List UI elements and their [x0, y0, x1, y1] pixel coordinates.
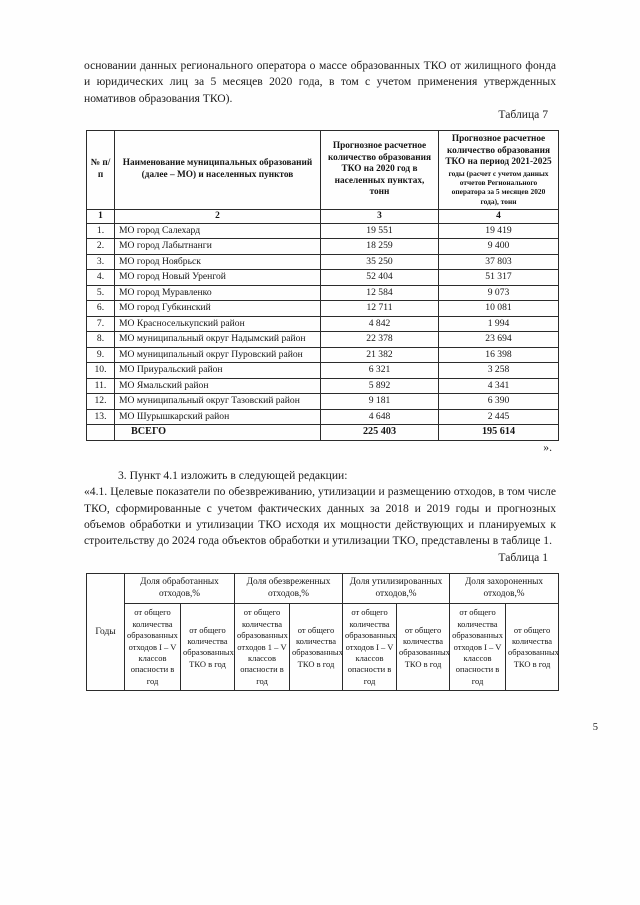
row-number: 10.	[87, 363, 115, 379]
total-number	[87, 425, 115, 441]
row-value-2021-2025: 6 390	[439, 394, 559, 410]
closing-quote-mark: ».	[543, 440, 552, 454]
row-name: МО муниципальный округ Надымский район	[115, 332, 321, 348]
table7-header-2020: Прогнозное расчетное количество образования ТКО на 2020 год в населенных пунктах, тонн	[321, 131, 439, 210]
table1-group-processed: Доля обработанных отходов,%	[125, 573, 235, 604]
table7-header-name: Наименование муниципальных образований (далее – МО) и населенных пунктов	[115, 131, 321, 210]
row-value-2021-2025: 37 803	[439, 254, 559, 270]
row-value-2020: 21 382	[321, 347, 439, 363]
table-row	[87, 285, 559, 301]
total-label: ВСЕГО	[115, 425, 321, 441]
row-value-2020: 6 321	[321, 363, 439, 379]
row-name: МО муниципальный округ Тазовский район	[115, 394, 321, 410]
table7-colnum-2: 2	[115, 209, 321, 223]
row-value-2021-2025: 10 081	[439, 301, 559, 317]
table-row	[87, 301, 559, 317]
row-value-2021-2025: 3 258	[439, 363, 559, 379]
table7-header-2021-2025-main: Прогнозное расчетное количество образования ТКО на период 2021-2025	[445, 134, 552, 168]
row-name: МО город Новый Уренгой	[115, 270, 321, 286]
table7-header-row	[87, 131, 559, 210]
row-name: МО муниципальный округ Пуровский район	[115, 347, 321, 363]
table1-group-buried: Доля захороненных отходов,%	[450, 573, 559, 604]
table-row	[87, 363, 559, 379]
table1-subheader-8: от общего количества образованных ТКО в год	[506, 604, 559, 691]
row-name: МО Шурышкарский район	[115, 409, 321, 425]
row-name: МО город Лабытнанги	[115, 239, 321, 255]
table-row	[87, 347, 559, 363]
row-value-2020: 4 842	[321, 316, 439, 332]
row-number: 8.	[87, 332, 115, 348]
table1-caption: Таблица 1	[498, 550, 548, 564]
row-value-2020: 12 584	[321, 285, 439, 301]
row-value-2020: 9 181	[321, 394, 439, 410]
clause-intro-paragraph: 3. Пункт 4.1 изложить в следующей редакции:	[118, 468, 348, 482]
table-row	[87, 239, 559, 255]
table7-header-num: № п/п	[87, 131, 115, 210]
table7-colnum-3: 3	[321, 209, 439, 223]
row-value-2020: 52 404	[321, 270, 439, 286]
row-value-2021-2025: 9 400	[439, 239, 559, 255]
row-number: 4.	[87, 270, 115, 286]
intro-paragraph: основании данных регионального оператора о массе образованных ТКО от жилищного фонда и юридических лиц за 5 месяцев 2020 года, в том с учетом применения утвержденных номативов образования ТКО).	[84, 59, 556, 105]
table7-header-2021-2025	[439, 131, 559, 210]
row-value-2020: 4 648	[321, 409, 439, 425]
page-content	[84, 58, 559, 691]
table7-header-2021-2025-sub: годы (расчет с учетом данных отчетов Регионального оператора за 5 месяцев 2020 года), тонн	[448, 169, 549, 206]
table-row	[87, 223, 559, 239]
row-value-2020: 35 250	[321, 254, 439, 270]
table-row	[87, 270, 559, 286]
table1-subheader-6: от общего количества образованных ТКО в год	[397, 604, 450, 691]
row-value-2021-2025: 16 398	[439, 347, 559, 363]
table1-subheader-7: от общего количества образованных отходов I – V классов опасности в год	[450, 604, 506, 691]
table7-colnum-1: 1	[87, 209, 115, 223]
table-row	[87, 378, 559, 394]
row-value-2020: 18 259	[321, 239, 439, 255]
row-value-2021-2025: 23 694	[439, 332, 559, 348]
table-row	[87, 316, 559, 332]
row-number: 13.	[87, 409, 115, 425]
table1-years-header: Годы	[87, 573, 125, 690]
row-value-2021-2025: 2 445	[439, 409, 559, 425]
row-number: 11.	[87, 378, 115, 394]
row-value-2020: 12 711	[321, 301, 439, 317]
table7-caption: Таблица 7	[498, 108, 548, 122]
row-value-2021-2025: 4 341	[439, 378, 559, 394]
row-name: МО Красноселькупский район	[115, 316, 321, 332]
row-name: МО Ямальский район	[115, 378, 321, 394]
row-value-2020: 5 892	[321, 378, 439, 394]
row-value-2021-2025: 1 994	[439, 316, 559, 332]
clause-body-paragraph: «4.1. Целевые показатели по обезвреживанию, утилизации и размещению отходов, в том числе ТКО, сформированные с учетом фактических данных за 2018 и 2019 годы и прогнозных объемов обработки и утилизации ТКО исходя их мощности действующих и планируемых к строительству до 2024 года объектов обработки и утилизации ТКО, представлены в таблице 1.	[84, 485, 556, 548]
row-number: 5.	[87, 285, 115, 301]
table7-colnumber-row	[87, 209, 559, 223]
table1-group-utilized: Доля утилизированных отходов,%	[343, 573, 450, 604]
row-number: 1.	[87, 223, 115, 239]
row-name: МО Приуральский район	[115, 363, 321, 379]
row-number: 6.	[87, 301, 115, 317]
table1-subheader-4: от общего количества образованных ТКО в год	[290, 604, 343, 691]
row-name: МО город Ноябрьск	[115, 254, 321, 270]
table1-group-header-row	[87, 573, 559, 604]
table-row	[87, 332, 559, 348]
total-value-2020: 225 403	[321, 425, 439, 441]
table1-subheader-3: от общего количества образованных отходов 1 – V классов опасности в год	[235, 604, 290, 691]
row-value-2020: 22 378	[321, 332, 439, 348]
row-number: 7.	[87, 316, 115, 332]
table7-colnum-4: 4	[439, 209, 559, 223]
row-name: МО город Губкинский	[115, 301, 321, 317]
row-number: 12.	[87, 394, 115, 410]
row-number: 9.	[87, 347, 115, 363]
table-1	[86, 573, 559, 691]
page-number: 5	[592, 722, 598, 733]
row-value-2021-2025: 19 419	[439, 223, 559, 239]
table1-subheader-5: от общего количества образованных отходов I – V классов опасности в год	[343, 604, 397, 691]
row-value-2020: 19 551	[321, 223, 439, 239]
table-row	[87, 254, 559, 270]
row-name: МО город Муравленко	[115, 285, 321, 301]
row-value-2021-2025: 9 073	[439, 285, 559, 301]
row-number: 3.	[87, 254, 115, 270]
table-row	[87, 409, 559, 425]
table1-group-neutralized: Доля обезвреженных отходов,%	[235, 573, 343, 604]
table1-subheader-row	[87, 604, 559, 691]
row-name: МО город Салехард	[115, 223, 321, 239]
table-7	[86, 130, 559, 441]
table1-subheader-2: от общего количества образованных ТКО в год	[181, 604, 235, 691]
table7-total-row	[87, 425, 559, 441]
row-value-2021-2025: 51 317	[439, 270, 559, 286]
total-value-2021-2025: 195 614	[439, 425, 559, 441]
table1-subheader-1: от общего количества образованных отходов I – V классов опасности в год	[125, 604, 181, 691]
table-row	[87, 394, 559, 410]
row-number: 2.	[87, 239, 115, 255]
